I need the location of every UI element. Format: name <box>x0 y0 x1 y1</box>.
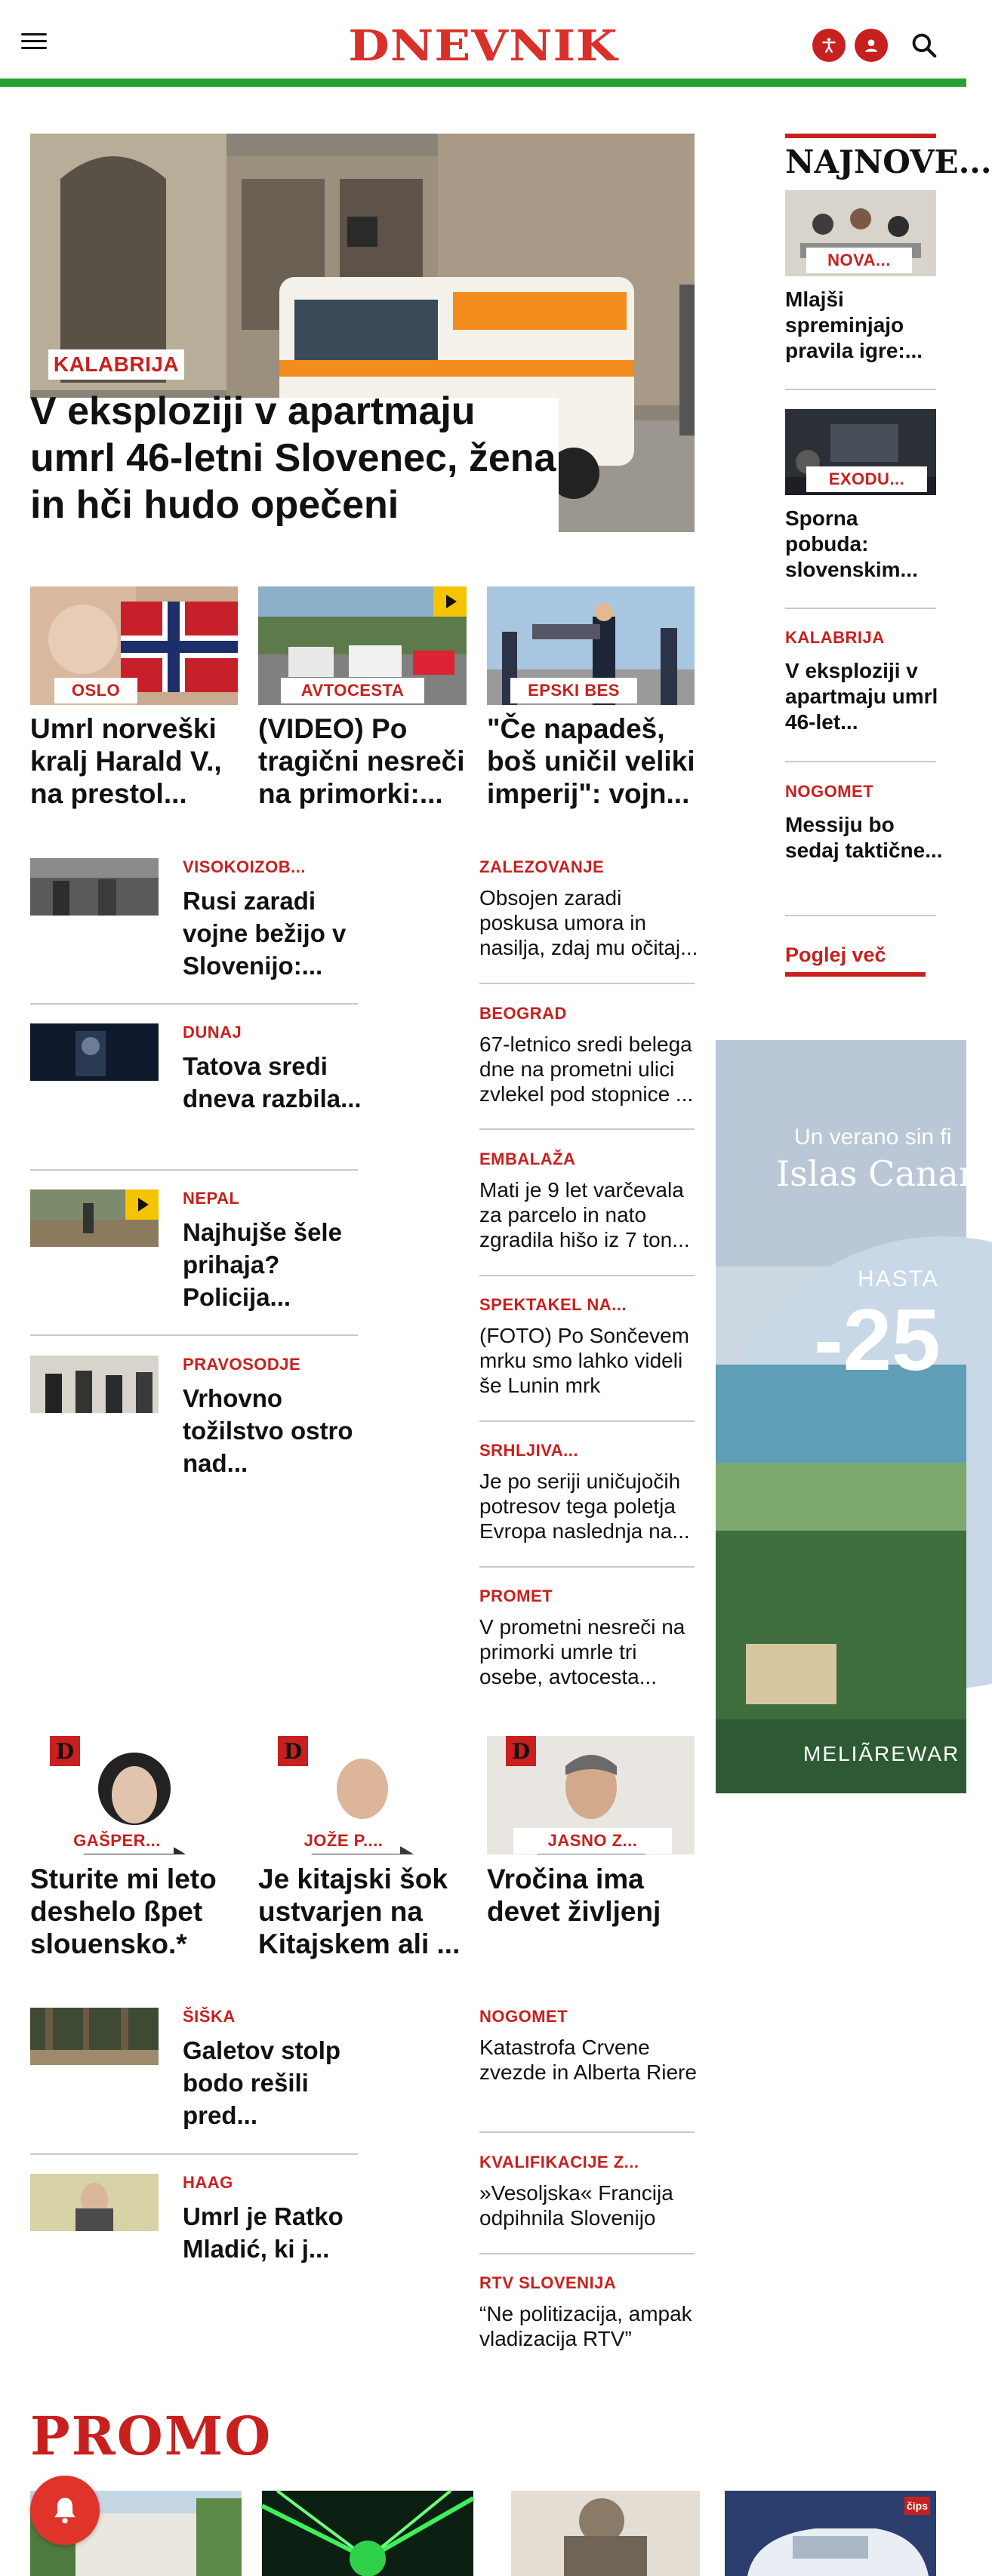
divider <box>479 1566 695 1568</box>
card-category[interactable]: AVTOCESTA <box>281 678 424 703</box>
list-title[interactable]: Obsojen zaradi poskusa umora in nasilja, zdaj mu očitaj... <box>479 886 698 959</box>
site-logo[interactable]: DNEVNIK <box>348 21 618 71</box>
ad-line2: Islas Canar <box>776 1153 975 1194</box>
list-category[interactable]: SRHLJIVA... <box>479 1441 579 1460</box>
opinion-badge: D <box>50 1736 80 1766</box>
divider <box>479 2131 695 2133</box>
list-title[interactable]: Najhujše šele prihaja? Policija... <box>183 1218 342 1311</box>
hero-title[interactable]: V eksploziji v apartmaju umrl 46-letni Slovenec, žena in hči hudo opečeni <box>30 389 556 527</box>
promo-image[interactable] <box>262 2491 473 2576</box>
divider <box>785 608 936 609</box>
list-thumbnail[interactable] <box>30 2174 159 2231</box>
hero-category[interactable]: KALABRIJA <box>48 349 184 380</box>
divider <box>785 761 936 762</box>
search-icon[interactable] <box>907 29 941 62</box>
promo-section-title: PROMO <box>30 2405 273 2467</box>
divider <box>479 1275 695 1276</box>
sidebar-title-link[interactable]: Messiju bo sedaj taktične... <box>785 813 943 862</box>
card-title[interactable]: Umrl norveški kralj Harald V., na prestol... <box>30 713 222 809</box>
card-title[interactable]: "Če napadeš, boš uničil veliki imperij": vojn... <box>487 713 695 809</box>
list-thumbnail[interactable] <box>30 858 159 916</box>
play-icon[interactable] <box>433 586 467 617</box>
list-title[interactable]: Tatova sredi dneva razbila... <box>183 1052 362 1113</box>
divider <box>30 2153 358 2155</box>
list-title[interactable]: V prometni nesreči na primorki umrle tri osebe, avtocesta... <box>479 1615 685 1688</box>
author-name[interactable]: JOŽE P.... <box>287 1828 400 1854</box>
divider <box>785 915 936 916</box>
ad-brand-logo: MELIÃREWAR <box>803 1742 960 1765</box>
list-title[interactable]: Vrhovno tožilstvo ostro nad... <box>183 1384 353 1477</box>
advertisement-banner[interactable] <box>716 1040 975 1793</box>
menu-icon[interactable] <box>21 33 47 53</box>
see-more-link[interactable]: Poglej več <box>785 943 886 966</box>
divider <box>785 389 936 390</box>
promo-sticker: čips <box>904 2497 930 2515</box>
sidebar-category[interactable]: NOGOMET <box>785 782 874 801</box>
divider <box>479 2253 695 2254</box>
see-more-underline <box>785 972 926 977</box>
list-category[interactable]: PRAVOSODJE <box>183 1355 301 1374</box>
list-title[interactable]: Katastrofa Crvene zvezde in Alberta Riere <box>479 2036 697 2084</box>
site-header <box>0 0 966 85</box>
divider <box>30 1334 358 1336</box>
opinion-title[interactable]: Je kitajski šok ustvarjen na Kitajskem ali ... <box>258 1864 461 1959</box>
sidebar-title-link[interactable]: Sporna pobuda: slovenskim... <box>785 506 918 581</box>
ad-hasta: HASTA <box>858 1266 939 1291</box>
sidebar-top-line <box>785 134 936 138</box>
list-category[interactable]: SPEKTAKEL NA... <box>479 1295 627 1314</box>
divider <box>479 1420 695 1422</box>
sidebar-category[interactable]: EXODU... <box>806 466 927 492</box>
list-category[interactable]: NEPAL <box>183 1189 240 1208</box>
list-category[interactable]: ZALEZOVANJE <box>479 857 605 876</box>
list-title[interactable]: “Ne politizacija, ampak vladizacija RTV” <box>479 2302 692 2350</box>
list-title[interactable]: Galetov stolp bodo rešili pred... <box>183 2036 341 2129</box>
list-title[interactable]: Umrl je Ratko Mladić, ki j... <box>183 2202 344 2263</box>
list-category[interactable]: HAAG <box>183 2173 233 2192</box>
opinion-badge: D <box>506 1736 536 1766</box>
list-thumbnail[interactable] <box>30 1356 159 1413</box>
divider <box>30 1003 358 1005</box>
sidebar-category[interactable]: NOVA... <box>806 248 912 273</box>
divider <box>30 1169 358 1171</box>
list-category[interactable]: BEOGRAD <box>479 1004 567 1023</box>
accessibility-icon[interactable] <box>812 29 846 62</box>
list-category[interactable]: PROMET <box>479 1587 553 1605</box>
list-title[interactable]: Mati je 9 let varčevala za parcelo in nato zgradila hišo iz 7 ton... <box>479 1178 690 1251</box>
play-icon[interactable] <box>125 1190 159 1220</box>
list-title[interactable]: Rusi zaradi vojne bežijo v Slovenijo:... <box>183 887 347 980</box>
bell-icon[interactable] <box>30 2476 100 2545</box>
list-category[interactable]: ŠIŠKA <box>183 2007 236 2026</box>
ad-line1: Un verano sin fi <box>794 1125 952 1150</box>
divider <box>479 1128 695 1130</box>
header-accent-bar <box>0 78 966 87</box>
opinion-title[interactable]: Sturite mi leto deshelo ßpet slouensko.* <box>30 1864 217 1959</box>
sidebar-title: NAJNOVE... <box>785 143 992 180</box>
list-title[interactable]: »Vesoljska« Francija odpihnila Slovenijo <box>479 2181 673 2230</box>
list-title[interactable]: Je po seriji uničujočih potresov tega poletja Evropa naslednja na... <box>479 1470 690 1543</box>
sidebar-title-link[interactable]: V eksploziji v apartmaju umrl 46-let... <box>785 659 938 734</box>
list-category[interactable]: NOGOMET <box>479 2007 568 2026</box>
opinion-badge: D <box>278 1736 308 1766</box>
list-thumbnail[interactable] <box>30 2008 159 2065</box>
author-name[interactable]: JASNO Z... <box>513 1828 672 1854</box>
divider <box>479 983 695 984</box>
list-category[interactable]: DUNAJ <box>183 1023 242 1042</box>
card-category[interactable]: OSLO <box>54 678 137 703</box>
list-category[interactable]: RTV SLOVENIJA <box>479 2273 617 2292</box>
list-category[interactable]: EMBALAŽA <box>479 1150 576 1168</box>
list-thumbnail[interactable] <box>30 1023 159 1081</box>
opinion-title[interactable]: Vročina ima devet življenj <box>487 1864 661 1927</box>
card-category[interactable]: EPSKI BES <box>510 678 637 703</box>
sidebar-title-link[interactable]: Mlajši spreminjajo pravila igre:... <box>785 288 923 362</box>
list-title[interactable]: (FOTO) Po Sončevem mrku smo lahko videli še Lunin mrk <box>479 1324 690 1397</box>
user-icon[interactable] <box>855 29 888 62</box>
card-title[interactable]: (VIDEO) Po tragični nesreči na primorki:... <box>258 713 465 809</box>
promo-image[interactable] <box>511 2491 700 2576</box>
ad-discount: -25 <box>814 1291 941 1389</box>
list-category[interactable]: KVALIFIKACIJE Z... <box>479 2153 639 2171</box>
sidebar-category[interactable]: KALABRIJA <box>785 628 885 647</box>
list-title[interactable]: 67-letnico sredi belega dne na prometni ulici zvlekel pod stopnice ... <box>479 1033 694 1106</box>
list-category[interactable]: VISOKOIZOB... <box>183 857 306 876</box>
author-name[interactable]: GAŠPER... <box>60 1828 174 1854</box>
